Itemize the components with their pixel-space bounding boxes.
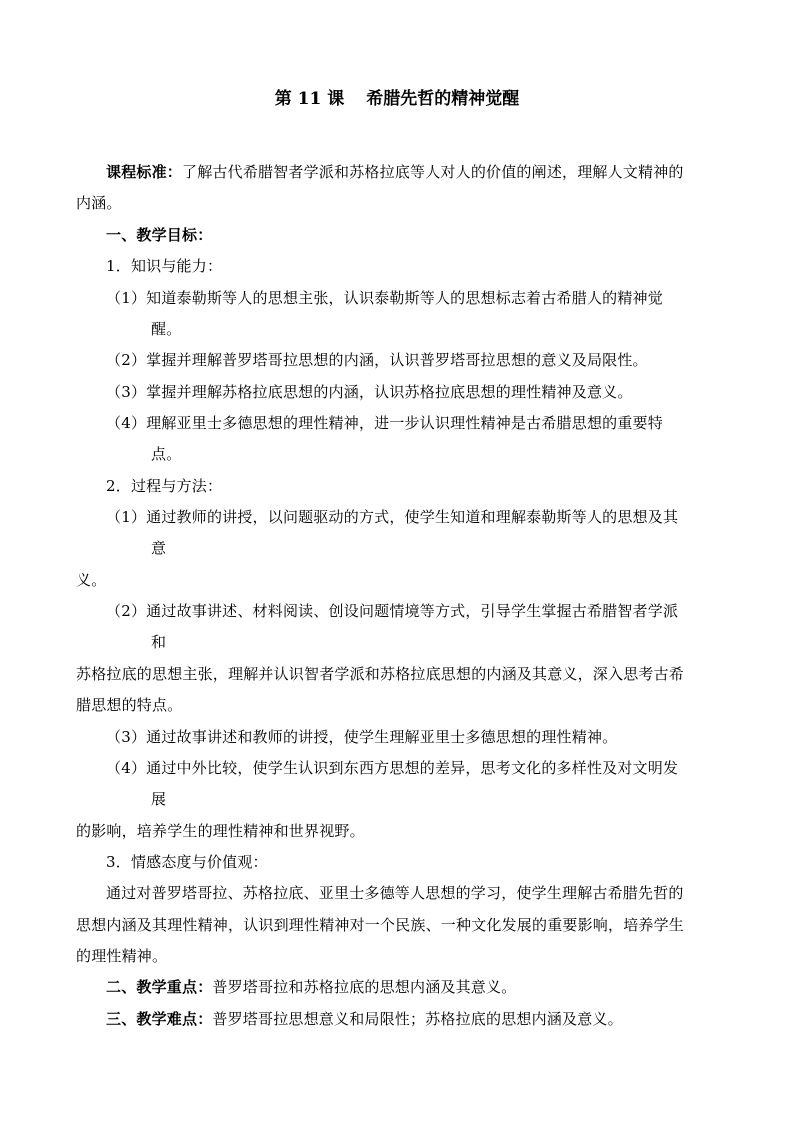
course-standard-text: 了解古代希腊智者学派和苏格拉底等人对人的价值的阐述，理解人文精神的	[182, 163, 684, 181]
process-item-4-line2: 展	[151, 790, 167, 808]
process-item-1-line2: 意	[151, 539, 167, 557]
process-item-2-line1: （2）通过故事讲述、材料阅读、创设问题情境等方式，引导学生掌握古希腊智者学派	[106, 602, 679, 620]
knowledge-item-4-line2: 点。	[151, 445, 182, 463]
process-item-4-line1: （4）通过中外比较，使学生认识到东西方思想的差异，思考文化的多样性及对文明发	[106, 759, 679, 777]
difficulty-line	[106, 1009, 623, 1029]
course-standard-line2: 内涵。	[76, 194, 122, 212]
knowledge-item-4-line1: （4）理解亚里士多德思想的理性精神，进一步认识理性精神是古希腊思想的重要特	[106, 414, 663, 432]
course-standard-label: 课程标准：	[106, 163, 183, 181]
difficulty-text: 普罗塔哥拉思想意义和局限性；苏格拉底的思想内涵及意义。	[212, 1010, 623, 1028]
key-point-line	[106, 977, 516, 997]
key-point-text: 普罗塔哥拉和苏格拉底的思想内涵及其意义。	[212, 978, 517, 996]
lesson-title	[0, 86, 794, 112]
process-heading: 2．过程与方法：	[106, 477, 223, 495]
emotion-heading: 3．情感态度与价值观：	[106, 853, 268, 871]
knowledge-item-3: （3）掌握并理解苏格拉底思想的内涵，认识苏格拉底思想的理性精神及意义。	[106, 383, 633, 401]
process-item-2-line3: 苏格拉底的思想主张，理解并认识智者学派和苏格拉底思想的内涵及其意义，深入思考古希	[76, 665, 685, 683]
lesson-topic: 希腊先哲的精神觉醒	[366, 89, 520, 109]
process-item-3: （3）通过故事讲述和教师的讲授，使学生理解亚里士多德思想的理性精神。	[106, 728, 618, 746]
difficulty-label: 三、教学难点：	[106, 1010, 213, 1028]
knowledge-item-2: （2）掌握并理解普罗塔哥拉思想的内涵，认识普罗塔哥拉思想的意义及局限性。	[106, 351, 648, 369]
lesson-number: 第 11 课	[274, 89, 345, 109]
emotion-line1: 通过对普罗塔哥拉、苏格拉底、亚里士多德等人思想的学习，使学生理解古希腊先哲的	[106, 884, 684, 902]
knowledge-heading: 1．知识与能力：	[106, 257, 223, 275]
process-item-2-line2: 和	[151, 633, 167, 651]
key-point-label: 二、教学重点：	[106, 978, 213, 996]
process-item-2-line4: 腊思想的特点。	[76, 696, 183, 714]
emotion-line2: 思想内涵及其理性精神，认识到理性精神对一个民族、一种文化发展的重要影响，培养学生	[76, 916, 685, 934]
course-standard-line1	[106, 162, 684, 182]
knowledge-item-1-line2: 醒。	[151, 320, 182, 338]
process-item-1-line3: 义。	[76, 571, 107, 589]
knowledge-item-1-line1: （1）知道泰勒斯等人的思想主张，认识泰勒斯等人的思想标志着古希腊人的精神觉	[106, 289, 663, 307]
process-item-4-line3: 的影响，培养学生的理性精神和世界视野。	[76, 822, 365, 840]
emotion-line3: 的理性精神。	[76, 947, 168, 965]
process-item-1-line1: （1）通过教师的讲授，以问题驱动的方式，使学生知道和理解泰勒斯等人的思想及其	[106, 508, 679, 526]
objectives-heading: 一、教学目标：	[106, 226, 213, 244]
